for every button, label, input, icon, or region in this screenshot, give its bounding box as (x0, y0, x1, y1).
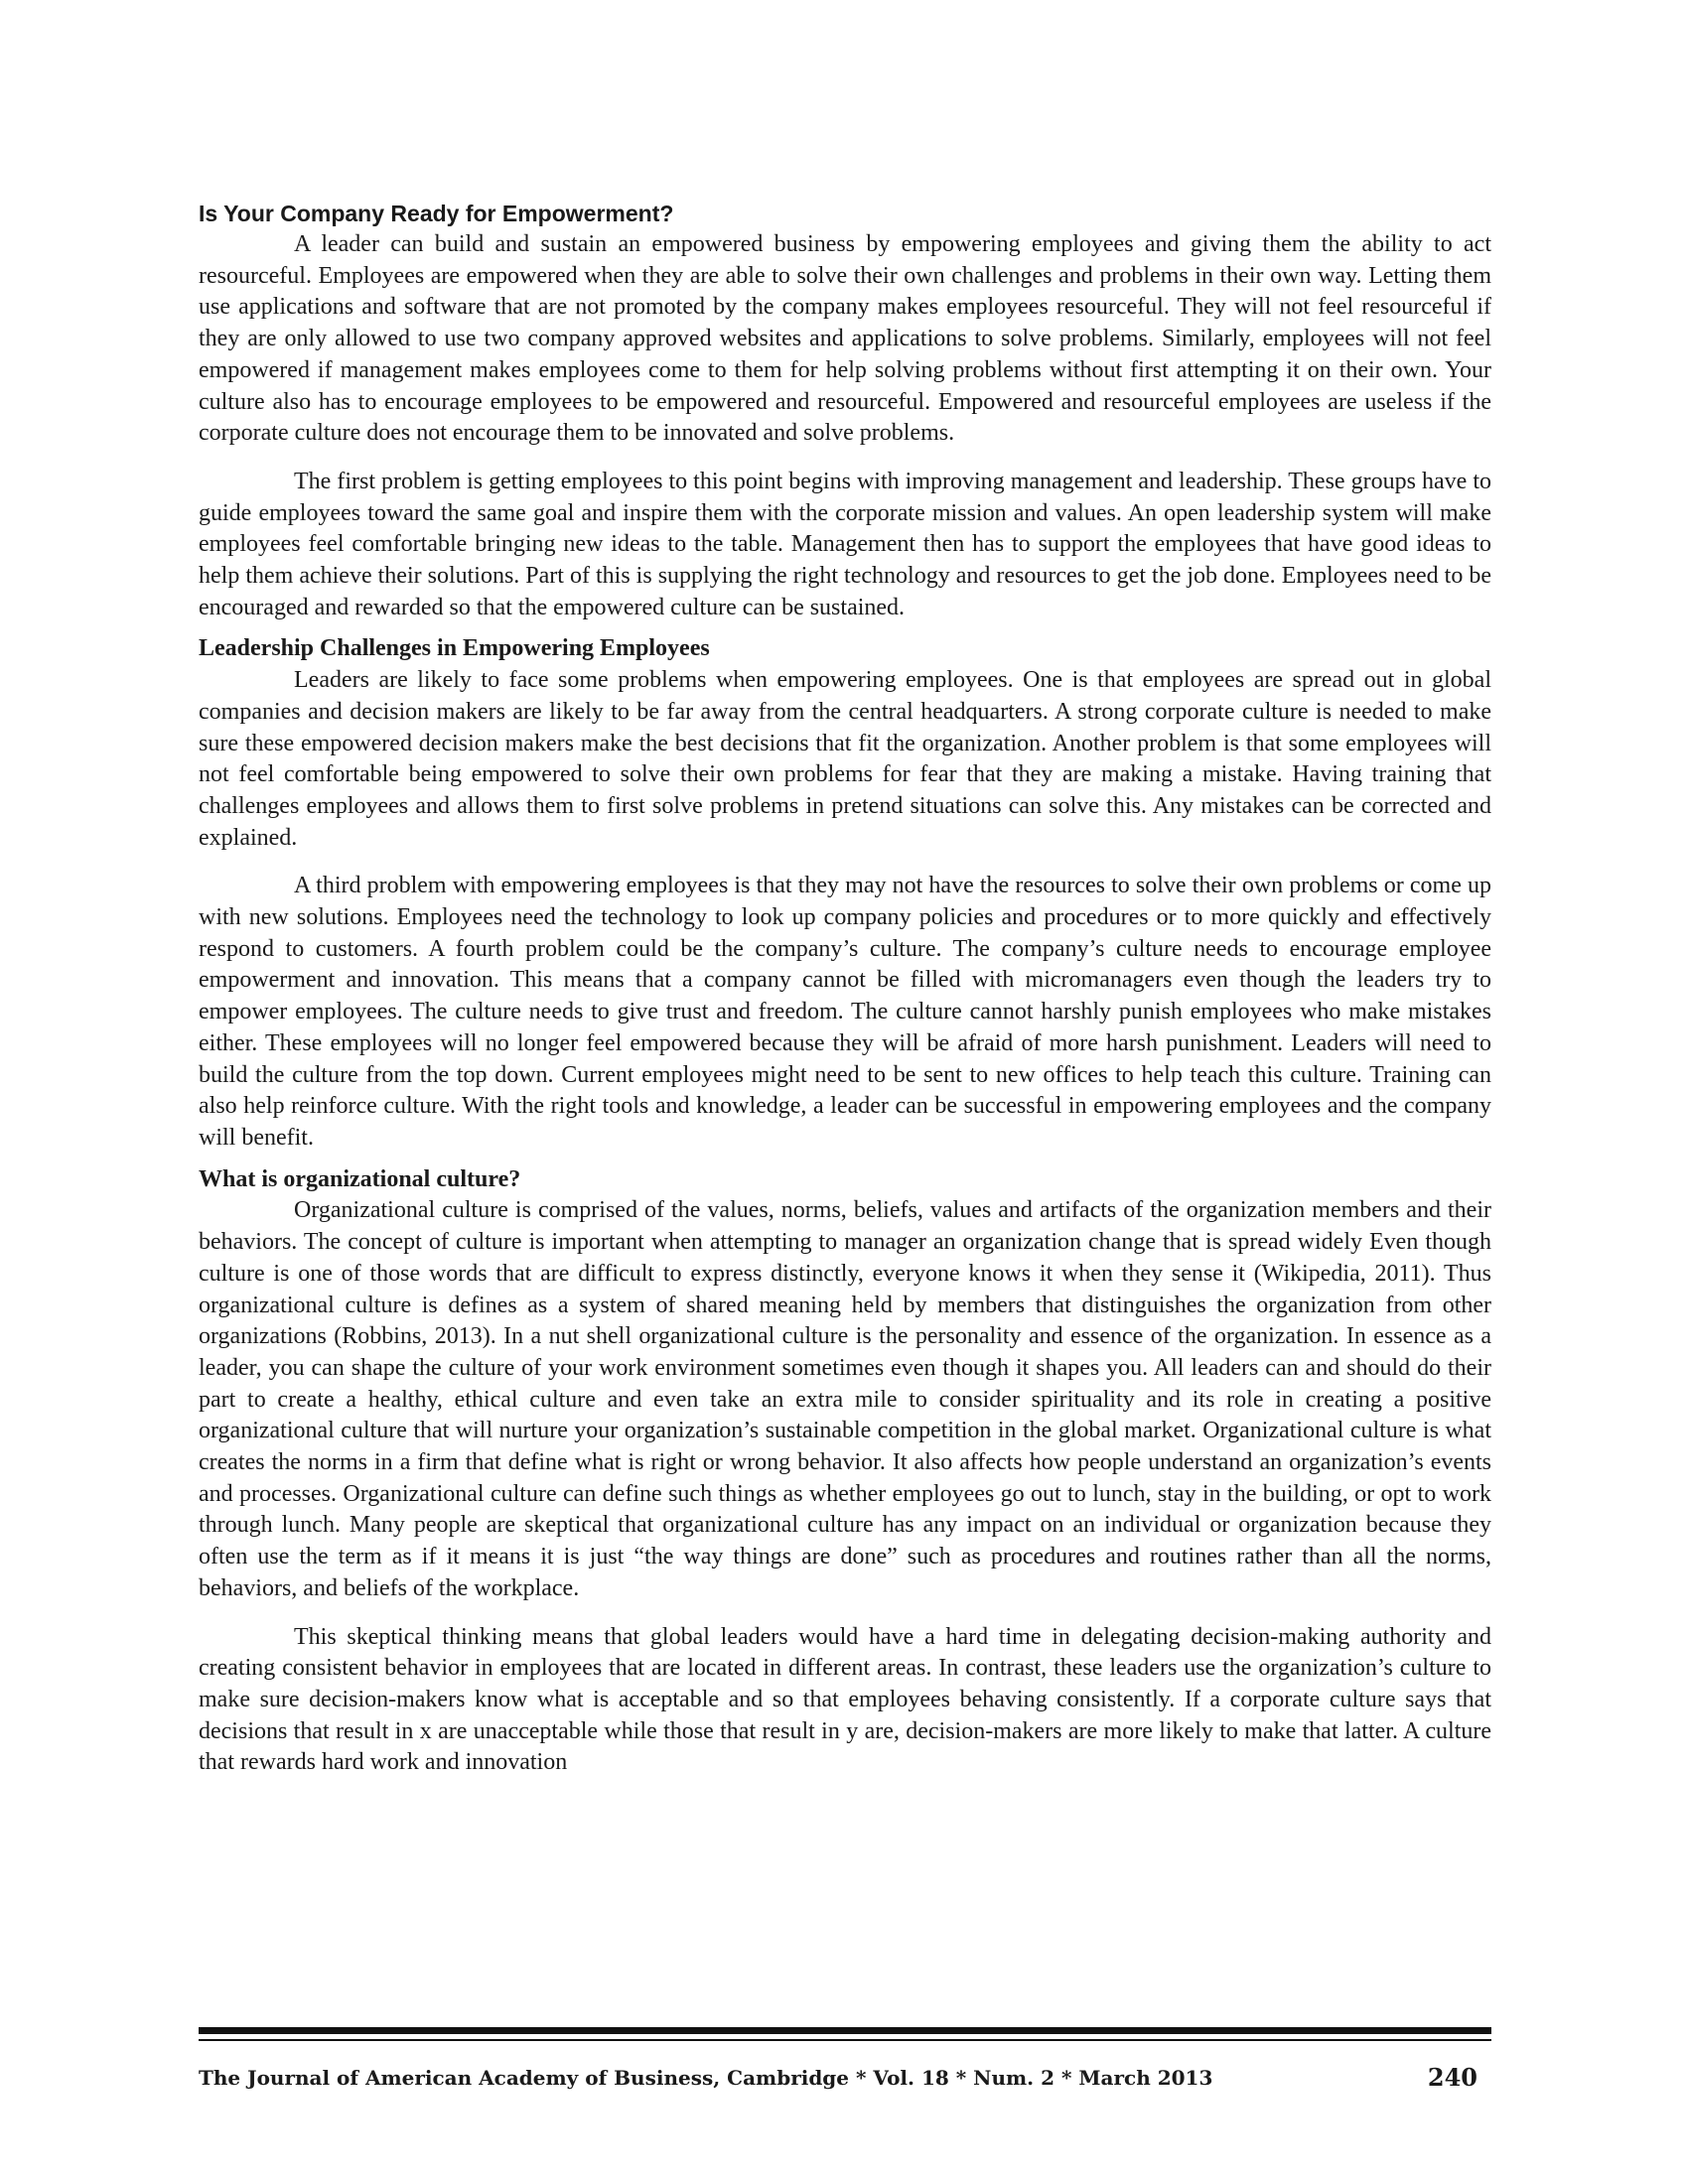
section-heading-leadership-challenges: Leadership Challenges in Empowering Employees (199, 635, 710, 662)
section-heading-empowerment-readiness: Is Your Company Ready for Empowerment? (199, 201, 674, 226)
paragraph: The first problem is getting employees to this point begins with improving management and leadership. These groups have to guide employees toward the same goal and inspire them with the corporate mission and values. An open leadership system will make employees feel comfortable bringing new ideas to the table. Management then has to support the employees that have good ideas to help them achieve their solutions. Part of this is supplying the right technology and resources to get the job done. Employees need to be encouraged and rewarded so that the empowered culture can be sustained. (199, 468, 1491, 620)
page-number: 240 (1427, 2063, 1477, 2092)
paragraph: A leader can build and sustain an empowered business by empowering employees and giving them the ability to act resourceful. Employees are empowered when they are able to solve their own challenges and problems in their own way. Letting them use applications and software that are not promoted by the company makes employees resourceful. They will not feel resourceful if they are only allowed to use two company approved websites and applications to solve problems. Similarly, employees will not feel empowered if management makes employees come to them for help solving problems without first attempting it on their own. Your culture also has to encourage employees to be empowered and resourceful. Empowered and resourceful employees are useless if the corporate culture does not encourage them to be innovated and solve problems. (199, 231, 1491, 447)
paragraph: Leaders are likely to face some problems when empowering employees. One is that employees are spread out in global companies and decision makers are likely to be far away from the central headquarters. A strong corporate culture is needed to make sure these empowered decision makers make the best decisions that fit the organization. Another problem is that some employees will not feel comfortable being empowered to solve their own problems for fear that they are making a mistake. Having training that challenges employees and allows them to first solve problems in pretend situations can solve this. Any mistakes can be corrected and explained. (199, 667, 1491, 851)
footer-rule-thin (199, 2039, 1491, 2041)
paragraph: This skeptical thinking means that global leaders would have a hard time in delegating decision-making authority and creating consistent behavior in employees that are located in different areas. In contrast, these leaders use the organization’s culture to make sure decision-makers know what is acceptable and so that employees behaving consistently. If a corporate culture says that decisions that result in x are unacceptable while those that result in y are, decision-makers are more likely to make that latter. A culture that rewards hard work and innovation (199, 1623, 1491, 1776)
paragraph: A third problem with empowering employees is that they may not have the resources to solve their own problems or come up with new solutions. Employees need the technology to look up company policies and procedures or to more quickly and effectively respond to customers. A fourth problem could be the company’s culture. The company’s culture needs to encourage employee empowerment and innovation. This means that a company cannot be filled with micromanagers even though the leaders try to empower employees. The culture needs to give trust and freedom. The culture cannot harshly punish employees who make mistakes either. These employees will no longer feel empowered because they will be afraid of more harsh punishment. Leaders will need to build the culture from the top down. Current employees might need to be sent to new offices to help teach this culture. Training can also help reinforce culture. With the right tools and knowledge, a leader can be successful in empowering employees and the company will benefit. (199, 873, 1491, 1151)
footer-rule-thick (199, 2027, 1491, 2034)
section-heading-organizational-culture: What is organizational culture? (199, 1165, 521, 1192)
page-footer (199, 2061, 1491, 2095)
paragraph: Organizational culture is comprised of the values, norms, beliefs, values and artifacts of the organization members and their behaviors. The concept of culture is important when attempting to manager an organization change that is spread widely Even though culture is one of those words that are difficult to express distinctly, everyone knows it when they sense it (Wikipedia, 2011). Thus organizational culture is defines as a system of shared meaning held by members that distinguishes the organization from other organizations (Robbins, 2013). In a nut shell organizational culture is the personality and essence of the organization. In essence as a leader, you can shape the culture of your work environment sometimes even though it shapes you. All leaders can and should do their part to create a healthy, ethical culture and even take an extra mile to consider spirituality and its role in creating a positive organizational culture that will nurture your organization’s sustainable competition in the global market. Organizational culture is what creates the norms in a firm that define what is right or wrong behavior. It also affects how people understand an organization’s events and processes. Organizational culture can define such things as whether employees go out to lunch, stay in the building, or opt to work through lunch. Many people are skeptical that organizational culture has any impact on an individual or organization because they often use the term as if it means it is just “the way things are done” such as procedures and routines rather than all the norms, behaviors, and beliefs of the workplace. (199, 1197, 1491, 1601)
article-body (199, 199, 1491, 1779)
journal-citation: The Journal of American Academy of Business, Cambridge * Vol. 18 * Num. 2 * March 2013 (199, 2066, 1213, 2090)
